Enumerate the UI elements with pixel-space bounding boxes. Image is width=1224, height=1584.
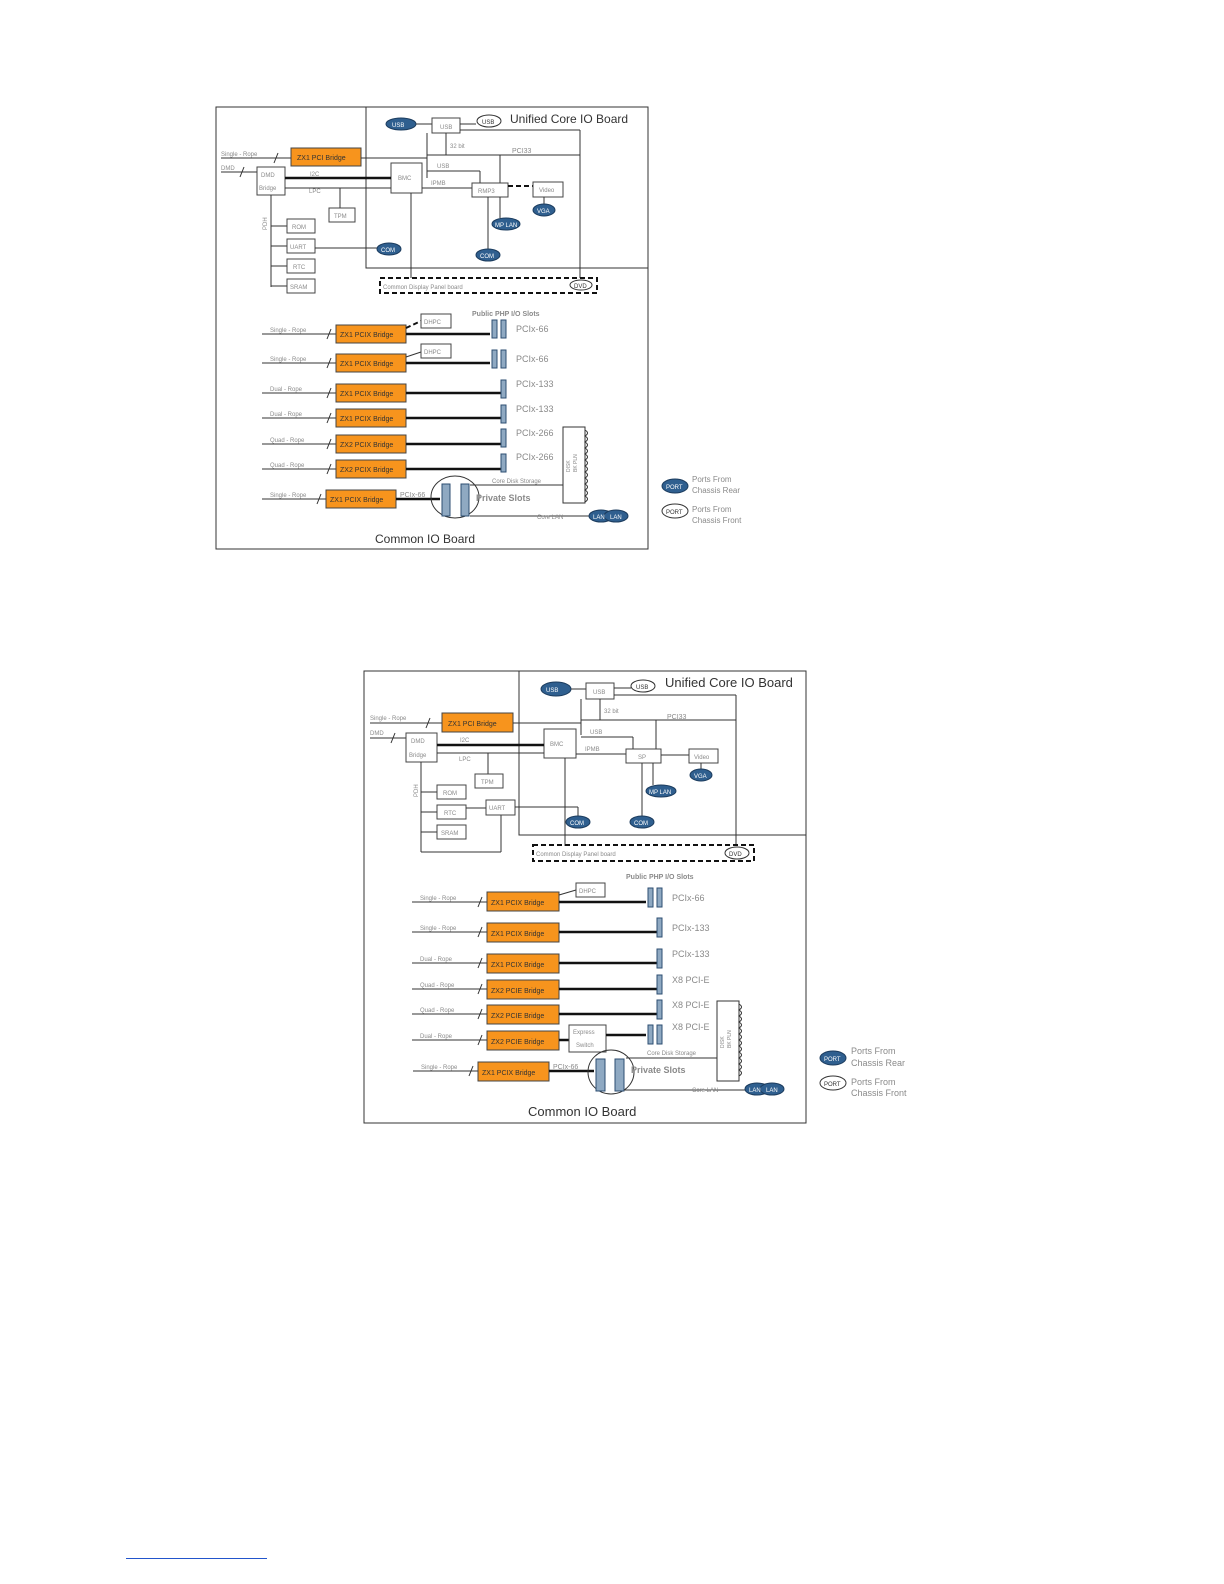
slot-connector	[657, 1000, 662, 1019]
common-io-title-2: Common IO Board	[528, 1104, 637, 1119]
tpm-label-2: TPM	[481, 780, 494, 786]
lpc-label-1: LPC	[309, 189, 321, 195]
slot-row-1-4	[262, 404, 554, 427]
row-rope-label: Dual - Rope	[270, 387, 303, 393]
rtc-label-1: RTC	[293, 265, 306, 271]
top-bridge-rope-label-2: Single - Rope	[370, 716, 407, 722]
unified-core-title-1: Unified Core IO Board	[510, 112, 629, 126]
core-disk-label-2: Core Disk Storage	[647, 1051, 697, 1057]
bmc-label-1: BMC	[398, 176, 412, 182]
row-rope-label: Dual - Rope	[270, 412, 303, 418]
dhpc-label: DHPC	[579, 889, 597, 895]
dhpc-label: DHPC	[424, 350, 442, 356]
bus-32bit-label-2: 32 bit	[604, 709, 619, 715]
slot-connector	[492, 320, 497, 338]
slot-connector	[657, 918, 662, 937]
row-bridge-label: ZX2 PCIX Bridge	[340, 442, 394, 449]
row-bridge-label: ZX1 PCIX Bridge	[340, 361, 394, 368]
dhpc-label: DHPC	[424, 320, 442, 326]
com-label-2b: COM	[634, 821, 648, 827]
diagram-2	[364, 671, 806, 1123]
video-label-2: Video	[694, 755, 710, 761]
legend-port-label-front-2: PORT	[824, 1082, 841, 1088]
footer-rule	[126, 1558, 267, 1559]
uart-label-1: UART	[290, 245, 307, 251]
vga-label-1: VGA	[537, 209, 550, 215]
rom-label-2: ROM	[443, 791, 457, 797]
common-io-title-1: Common IO Board	[375, 532, 476, 546]
slot-row-2-1	[412, 883, 705, 911]
private-row-slot-label-2: PCIx-66	[553, 1064, 579, 1071]
private-slot-connector	[615, 1059, 624, 1091]
private-slot-row-2	[413, 1050, 686, 1094]
slot-row-1-1	[262, 314, 549, 343]
row-slot-label: X8 PCI-E	[672, 1022, 710, 1032]
lan-label-1a: LAN	[593, 515, 605, 521]
usb-port-rear-label-2: USB	[546, 688, 559, 694]
pci33-label-1: PCI33	[512, 148, 532, 155]
com-label-1b: COM	[480, 254, 494, 260]
row-slot-label: X8 PCI-E	[672, 1000, 710, 1010]
display-panel-label-1: Common Display Panel board	[383, 285, 463, 291]
slot-connector	[648, 1025, 653, 1044]
legend-front-b-2: Chassis Front	[851, 1088, 907, 1098]
slot-connector	[501, 350, 506, 368]
row-slot-label: PCIx-266	[516, 452, 554, 462]
sram-label-2: SRAM	[441, 831, 459, 837]
legend-1	[662, 475, 742, 525]
slot-row-2-6	[412, 1022, 710, 1052]
lan-label-2a: LAN	[749, 1088, 761, 1094]
row-rope-label: Quad - Rope	[420, 983, 455, 989]
express-switch-label-a: Express	[573, 1030, 595, 1036]
row-bridge-label: ZX1 PCIX Bridge	[491, 962, 545, 969]
row-rope-label: Single - Rope	[420, 896, 457, 902]
private-row-slot-label-1: PCIx-66	[400, 492, 426, 499]
row-bridge-label: ZX1 PCIX Bridge	[340, 416, 394, 423]
slot-connector	[657, 975, 662, 994]
video-label-1: Video	[539, 188, 555, 194]
slot-row-2-4	[412, 975, 710, 999]
row-bridge-label: ZX1 PCIX Bridge	[482, 1070, 536, 1077]
row-slot-label: PCIx-266	[516, 428, 554, 438]
bus-32bit-label-1: 32 bit	[450, 144, 465, 150]
slot-connector	[492, 350, 497, 368]
dmd-bridge-label-b-2: Bridge	[409, 753, 427, 759]
row-rope-label: Single - Rope	[270, 493, 307, 499]
top-bridge-label-2: ZX1 PCI Bridge	[448, 721, 497, 728]
slot-connector	[501, 405, 506, 423]
legend-port-label-rear-1: PORT	[666, 485, 683, 491]
rom-label-1: ROM	[292, 225, 306, 231]
row-bridge-label: ZX1 PCIX Bridge	[340, 391, 394, 398]
slot-connector	[501, 454, 506, 472]
bmc-label-2: BMC	[550, 742, 564, 748]
legend-front-b-1: Chassis Front	[692, 516, 742, 525]
i2c-label-1: I2C	[310, 172, 320, 178]
private-slots-label-1: Private Slots	[476, 493, 531, 503]
pdh-label-1: PDH	[263, 217, 269, 230]
row-slot-label: PCIx-133	[516, 379, 554, 389]
pci33-label-2: PCI33	[667, 714, 687, 721]
legend-rear-a-2: Ports From	[851, 1046, 896, 1056]
slot-connector	[648, 888, 653, 907]
row-slot-label: PCIx-66	[672, 893, 705, 903]
rtc-label-2: RTC	[444, 811, 457, 817]
mp-lan-label-1: MP LAN	[495, 223, 518, 229]
dvd-label-2: DVD	[729, 852, 742, 858]
slot-connector	[501, 429, 506, 447]
row-bridge-label: ZX1 PCIX Bridge	[340, 332, 394, 339]
dmd-label-1: DMD	[221, 166, 235, 172]
rmp3-label-1: RMP3	[478, 189, 495, 195]
mp-lan-label-2: MP LAN	[649, 790, 672, 796]
dvd-label-1: DVD	[574, 284, 587, 290]
diagram-1	[216, 107, 648, 549]
legend-front-a-2: Ports From	[851, 1077, 896, 1087]
vga-label-2: VGA	[694, 774, 707, 780]
public-slots-label-1: Public PHP I/O Slots	[472, 311, 540, 318]
row-slot-label: PCIx-133	[672, 923, 710, 933]
row-rope-label: Single - Rope	[270, 328, 307, 334]
usb-box-label-2: USB	[593, 690, 606, 696]
sp-label-2: SP	[638, 755, 647, 761]
slot-connector	[657, 888, 662, 907]
public-slots-label-2: Public PHP I/O Slots	[626, 874, 694, 881]
private-slot-row-1	[262, 476, 531, 518]
row-rope-label: Quad - Rope	[420, 1008, 455, 1014]
usb-box-label-1: USB	[440, 125, 453, 131]
legend-port-label-rear-2: PORT	[824, 1057, 841, 1063]
row-bridge-label: ZX2 PCIX Bridge	[340, 467, 394, 474]
disk-label-b-2: BK PLN	[727, 1030, 733, 1048]
row-rope-label: Dual - Rope	[420, 957, 453, 963]
core-lan-label-1: Core LAN	[537, 515, 564, 521]
legend-rear-b-1: Chassis Rear	[692, 486, 741, 495]
display-panel-label-2: Common Display Panel board	[536, 852, 616, 858]
disk-label-b-1: BK PLN	[573, 454, 579, 472]
legend-2	[820, 1046, 907, 1098]
slot-connector	[657, 949, 662, 968]
dmd-bridge-label-b-1: Bridge	[259, 186, 277, 192]
slot-row-1-6	[262, 452, 554, 478]
usb-port-front-label-1: USB	[482, 120, 495, 126]
uart-label-2: UART	[489, 806, 506, 812]
legend-rear-b-2: Chassis Rear	[851, 1058, 906, 1068]
tpm-label-1: TPM	[334, 214, 347, 220]
usb-port-rear-label-1: USB	[392, 123, 405, 129]
usb-bus-label-2: USB	[590, 730, 603, 736]
row-rope-label: Quad - Rope	[270, 438, 305, 444]
row-rope-label: Single - Rope	[421, 1065, 458, 1071]
row-bridge-label: ZX1 PCIX Bridge	[491, 900, 545, 907]
top-bridge-rope-label-1: Single - Rope	[221, 152, 258, 158]
dmd-bridge-label-a-1: DMD	[261, 173, 275, 179]
legend-front-a-1: Ports From	[692, 505, 732, 514]
slot-row-1-3	[262, 379, 554, 402]
row-rope-label: Single - Rope	[270, 357, 307, 363]
slot-row-1-2	[262, 344, 549, 372]
disk-label-a-2: DISK	[720, 1036, 726, 1048]
lan-label-2b: LAN	[766, 1088, 778, 1094]
slot-connector	[501, 380, 506, 398]
private-slot-connector	[596, 1059, 605, 1091]
row-slot-label: X8 PCI-E	[672, 975, 710, 985]
row-bridge-label: ZX2 PCIE Bridge	[491, 1039, 545, 1046]
top-bridge-label-1: ZX1 PCI Bridge	[297, 155, 346, 162]
lpc-label-2: LPC	[459, 757, 471, 763]
dmd-label-2: DMD	[370, 731, 384, 737]
com-label-2a: COM	[570, 821, 584, 827]
private-slots-label-2: Private Slots	[631, 1065, 686, 1075]
row-bridge-label: ZX1 PCIX Bridge	[330, 497, 384, 504]
i2c-label-2: I2C	[460, 738, 470, 744]
private-slot-connector	[461, 484, 469, 516]
unified-core-title-2: Unified Core IO Board	[665, 675, 793, 690]
com-label-1a: COM	[381, 248, 395, 254]
dmd-bridge-label-a-2: DMD	[411, 739, 425, 745]
row-bridge-label: ZX2 PCIE Bridge	[491, 988, 545, 995]
sram-label-1: SRAM	[290, 285, 308, 291]
legend-port-label-front-1: PORT	[666, 510, 683, 516]
slot-connector	[501, 320, 506, 338]
slot-row-2-3	[412, 949, 710, 973]
usb-port-front-label-2: USB	[636, 685, 649, 691]
row-rope-label: Dual - Rope	[420, 1034, 453, 1040]
core-disk-label-1: Core Disk Storage	[492, 479, 542, 485]
pdh-label-2: PDH	[414, 784, 420, 797]
slot-row-2-2	[412, 918, 710, 942]
row-bridge-label: ZX2 PCIE Bridge	[491, 1013, 545, 1020]
row-bridge-label: ZX1 PCIX Bridge	[491, 931, 545, 938]
slot-connector	[657, 1025, 662, 1044]
core-lan-label-2: Core LAN	[692, 1088, 719, 1094]
lan-label-1b: LAN	[610, 515, 622, 521]
express-switch-label-b: Switch	[576, 1043, 594, 1049]
row-slot-label: PCIx-133	[672, 949, 710, 959]
slot-row-2-5	[412, 1000, 710, 1024]
ipmb-label-2: IPMB	[585, 747, 600, 753]
disk-label-a-1: DISK	[566, 460, 572, 472]
usb-bus-label-1: USB	[437, 164, 450, 170]
row-slot-label: PCIx-66	[516, 324, 549, 334]
slot-row-1-5	[262, 428, 554, 453]
private-slot-connector	[442, 484, 450, 516]
ipmb-label-1: IPMB	[431, 181, 446, 187]
row-slot-label: PCIx-133	[516, 404, 554, 414]
row-rope-label: Single - Rope	[420, 926, 457, 932]
row-rope-label: Quad - Rope	[270, 463, 305, 469]
legend-rear-a-1: Ports From	[692, 475, 732, 484]
row-slot-label: PCIx-66	[516, 354, 549, 364]
